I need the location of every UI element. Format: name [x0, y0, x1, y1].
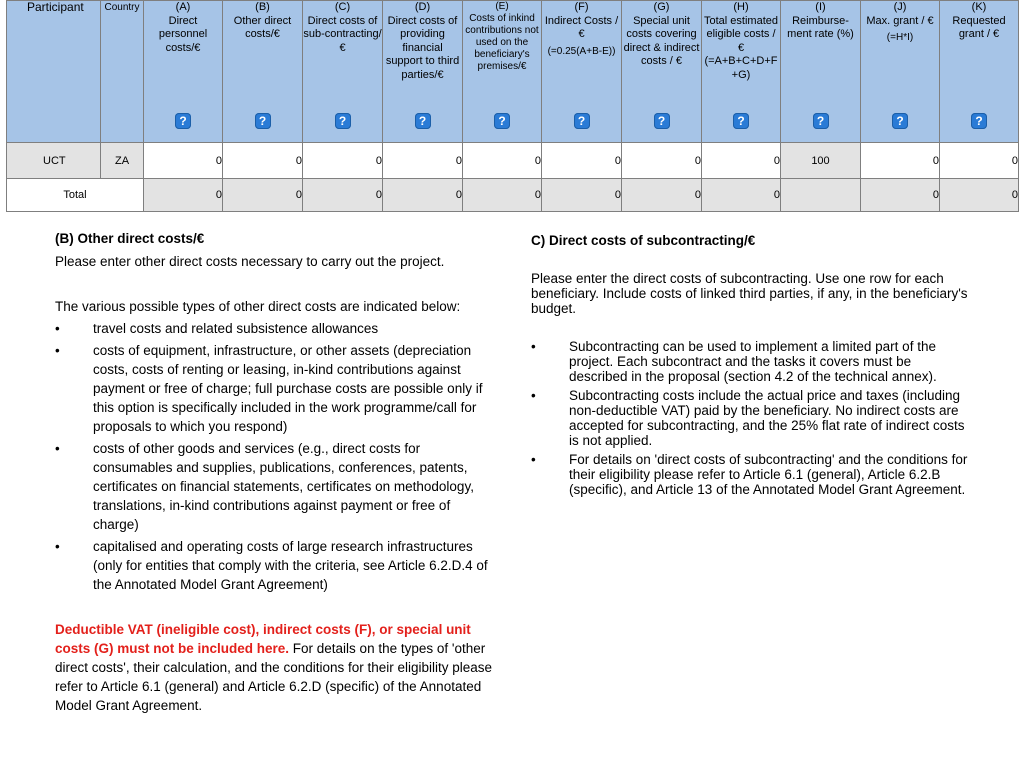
help-icon[interactable]: ?: [654, 113, 670, 129]
budget-table: [6, 0, 1019, 212]
help-icon[interactable]: ?: [335, 113, 351, 129]
header-j-max-grant: (J) Max. grant / € (=H*I) ?: [861, 1, 940, 143]
panel-footer: [55, 620, 495, 715]
cell-h-value: 0: [702, 143, 781, 179]
subcontracting-help-panel: [531, 233, 971, 497]
help-icon[interactable]: ?: [255, 113, 271, 129]
bullet-dot: •: [55, 441, 60, 456]
total-d: 0: [383, 179, 463, 212]
total-e: 0: [463, 179, 542, 212]
total-c: 0: [303, 179, 383, 212]
total-j: 0: [861, 179, 940, 212]
help-icon[interactable]: ?: [574, 113, 590, 129]
help-icon[interactable]: ?: [733, 113, 749, 129]
vat-warning: Deductible VAT (ineligible cost), indirect costs (F), or special unit costs (G) must not be included here.: [55, 622, 471, 656]
header-i-reimbursement-rate: (I) Reimburse-ment rate (%) ?: [781, 1, 861, 143]
total-k: 0: [940, 179, 1019, 212]
cell-a-input[interactable]: 0: [144, 143, 223, 179]
header-d-financial-support: (D) Direct costs of providing financial support to third parties/€ ?: [383, 1, 463, 143]
cell-f-value: 0: [542, 143, 622, 179]
cell-j-value: 0: [861, 143, 940, 179]
cell-c-input[interactable]: 0: [303, 143, 383, 179]
help-icon[interactable]: ?: [175, 113, 191, 129]
list-item: • Subcontracting can be used to implement a limited part of the project. Each subcontract and the tasks it covers must be described in the proposal (section 4.2 of the technical annex).: [531, 339, 937, 384]
header-k-requested-grant: (K) Requested grant / € ?: [940, 1, 1019, 143]
cell-k-input[interactable]: 0: [940, 143, 1019, 179]
header-country: Country: [101, 1, 144, 143]
cost-types-list: [55, 319, 495, 594]
cell-b-input[interactable]: 0: [223, 143, 303, 179]
total-a: 0: [144, 179, 223, 212]
header-c-subcontracting: (C) Direct costs of sub-contracting/€ ?: [303, 1, 383, 143]
total-g: 0: [622, 179, 702, 212]
cell-g-input[interactable]: 0: [622, 143, 702, 179]
details-text: For details on the types of 'other direct costs', their calculation, and the conditions for their eligibility please refer to Article 6.1 (general) and Article 6.2.D (specific) of the Annotated Model Grant Agreement.: [55, 641, 493, 713]
help-icon[interactable]: ?: [971, 113, 987, 129]
bullet-dot: •: [55, 321, 60, 336]
bullet-dot: •: [55, 539, 60, 554]
help-icon[interactable]: ?: [415, 113, 431, 129]
header-e-inkind-contributions: (E) Costs of inkind contributions not used on the beneficiary's premises/€ ?: [463, 1, 542, 143]
bullet-dot: •: [531, 452, 536, 467]
table-header-row: [7, 1, 1019, 143]
list-item: • travel costs and related subsistence allowances: [55, 321, 379, 336]
panel-intro: Please enter other direct costs necessary to carry out the project.: [55, 254, 445, 269]
participant-cell: UCT: [7, 143, 101, 179]
bullet-dot: •: [55, 343, 60, 358]
panel-heading: (B) Other direct costs/€: [55, 231, 205, 246]
other-direct-costs-help-panel: [55, 229, 495, 715]
list-item: • For details on 'direct costs of subcontracting' and the conditions for their eligibility please refer to Article 6.1 (general), Article 6.2.B (specific), and Article 13 of the Annotated Model Grant Agreement.: [531, 452, 968, 497]
total-h: 0: [702, 179, 781, 212]
country-cell: ZA: [101, 143, 144, 179]
panel-heading: C) Direct costs of subcontracting/€: [531, 233, 756, 248]
header-participant: Participant: [7, 1, 101, 143]
total-b: 0: [223, 179, 303, 212]
list-item: • costs of equipment, infrastructure, or other assets (depreciation costs, costs of renting or leasing, in-kind contributions against payment or free of charge; full purchase costs are possible only if this option is specifically included in the work programme/call for proposals to which you respond): [55, 343, 483, 434]
total-f: 0: [542, 179, 622, 212]
header-b-other-direct-costs: (B) Other direct costs/€ ?: [223, 1, 303, 143]
help-icon[interactable]: ?: [892, 113, 908, 129]
list-item: • capitalised and operating costs of large research infrastructures (only for entities that comply with the criteria, see Article 6.2.D.4 of the Annotated Model Grant Agreement): [55, 539, 488, 592]
header-h-total-eligible-costs: (H) Total estimated eligible costs / € (=A+B+C+D+F +G) ?: [702, 1, 781, 143]
cell-e-input[interactable]: 0: [463, 143, 542, 179]
bullet-dot: •: [531, 388, 536, 403]
subcontracting-rules-list: [531, 339, 971, 497]
help-icon[interactable]: ?: [494, 113, 510, 129]
list-item: • costs of other goods and services (e.g., direct costs for consumables and supplies, publications, conferences, patents, certificates on financial statements, certificates on methodology, translations, in-kind contributions against payment or free of charge): [55, 441, 474, 532]
header-f-indirect-costs: (F) Indirect Costs / € (=0.25(A+B-E)) ?: [542, 1, 622, 143]
cell-d-input[interactable]: 0: [383, 143, 463, 179]
help-icon[interactable]: ?: [813, 113, 829, 129]
total-i: [781, 179, 861, 212]
list-item: • Subcontracting costs include the actual price and taxes (including non-deductible VAT) paid by the beneficiary. No indirect costs are accepted for subcontracting, and the 25% flat rate of indirect costs is not applied.: [531, 388, 965, 448]
cell-i-rate: 100: [781, 143, 861, 179]
table-row: [7, 143, 1019, 179]
panel-types-intro: The various possible types of other direct costs are indicated below:: [55, 299, 461, 314]
panel-intro: Please enter the direct costs of subcontracting. Use one row for each beneficiary. Include costs of linked third parties, if any, in the beneficiary's budget.: [531, 271, 968, 316]
total-label: Total: [7, 179, 144, 212]
header-g-special-unit-costs: (G) Special unit costs covering direct & indirect costs / € ?: [622, 1, 702, 143]
header-a-personnel-costs: (A) Direct personnel costs/€ ?: [144, 1, 223, 143]
bullet-dot: •: [531, 339, 536, 354]
total-row: [7, 179, 1019, 212]
